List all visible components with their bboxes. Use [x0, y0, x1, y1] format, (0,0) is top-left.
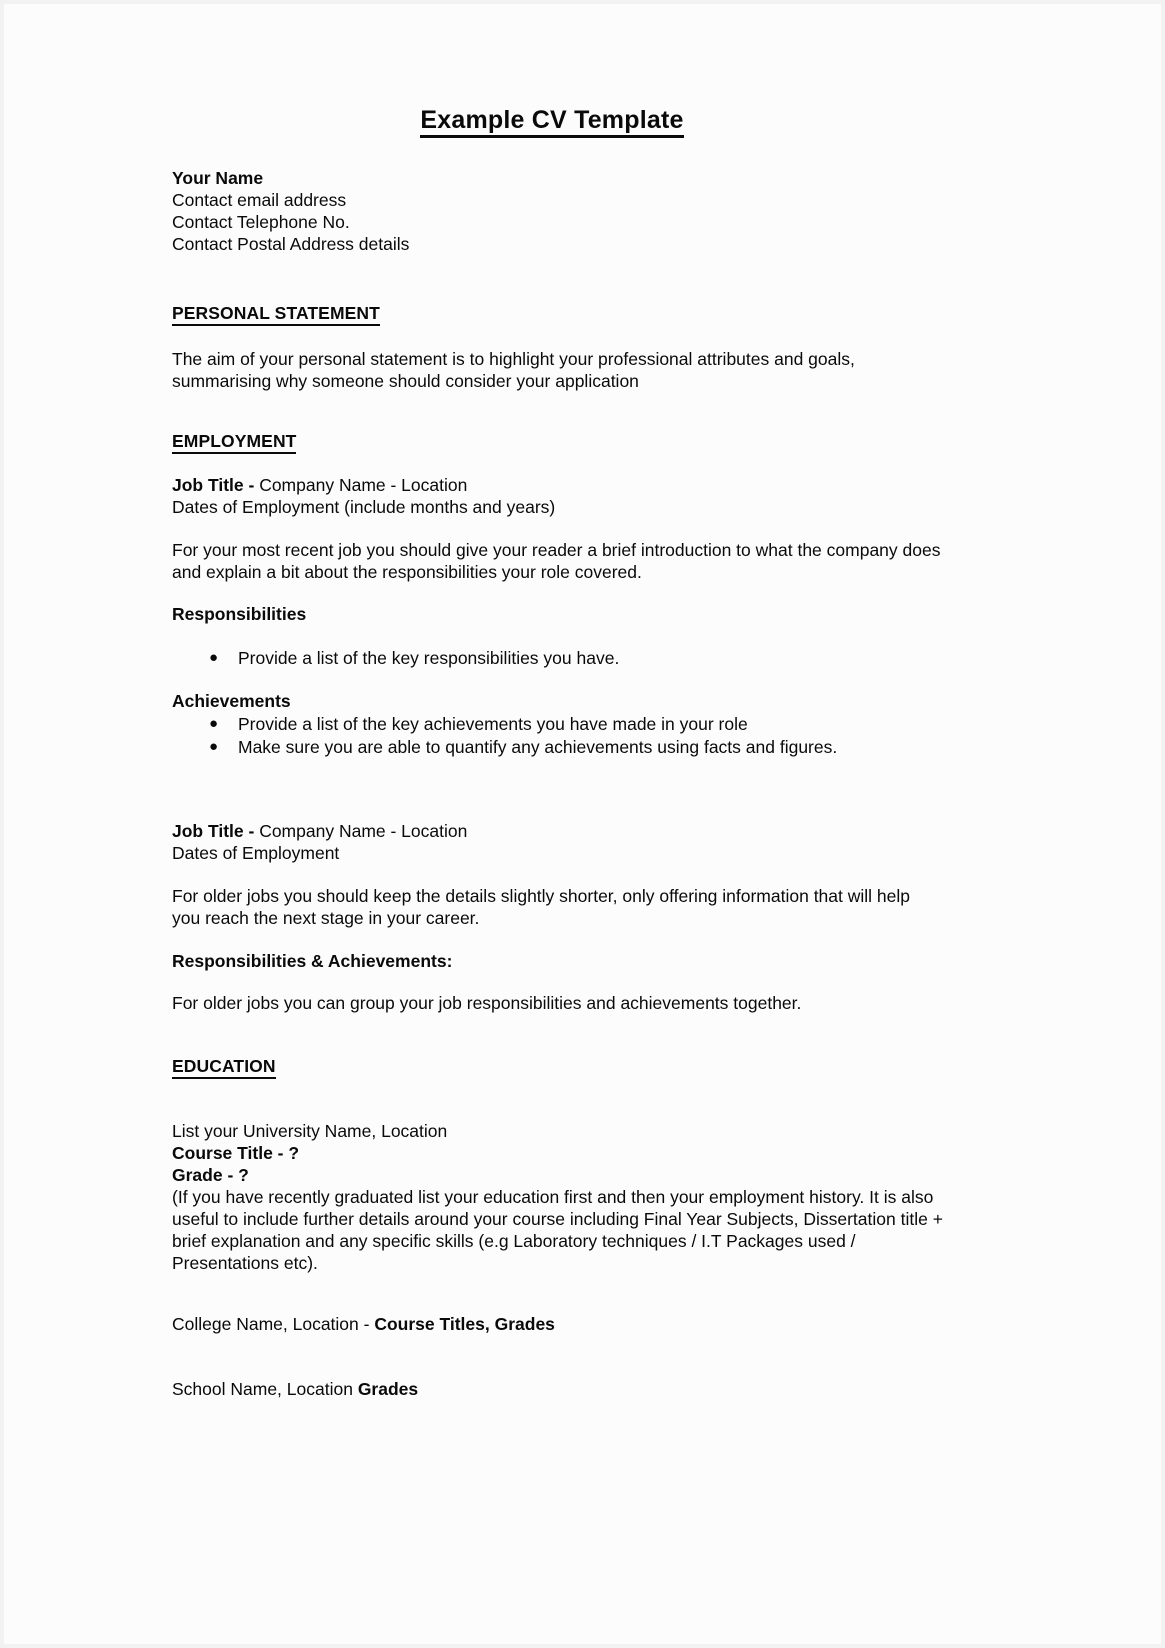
- job-entry-2: [172, 820, 962, 1014]
- job1-responsibilities-heading: Responsibilities: [172, 604, 307, 624]
- job2-combined-heading: Responsibilities & Achievements:: [172, 951, 453, 971]
- college-line: [172, 1313, 962, 1335]
- contact-postal-address: Contact Postal Address details: [172, 234, 410, 254]
- bullet-icon: ●: [209, 649, 219, 666]
- school-entry: [172, 1378, 962, 1400]
- bullet-icon: ●: [209, 715, 219, 732]
- job1-title-line: [172, 474, 962, 496]
- contact-telephone: Contact Telephone No.: [172, 212, 350, 232]
- candidate-name: Your Name: [172, 168, 264, 188]
- section-heading-education: EDUCATION: [172, 1055, 276, 1079]
- page-title-text: Example CV Template: [420, 106, 683, 138]
- course-title-line: Course Title - ?: [172, 1143, 300, 1163]
- job1-title-label: Job Title -: [172, 475, 255, 495]
- list-item: [172, 713, 962, 736]
- job2-combined-body: For older jobs you can group your job responsibilities and achievements together.: [172, 993, 802, 1013]
- education-note: (If you have recently graduated list your education first and then your employment history. It is also useful to include further details around your course including Final Year Subjects, Dissertation title + brief explanation and any specific skills (e.g Laboratory techniques / I.T Packages used / Presentations etc).: [172, 1187, 948, 1273]
- contact-block: [172, 167, 962, 255]
- college-entry: [172, 1313, 962, 1335]
- job2-title-line: [172, 820, 962, 842]
- job2-dates: Dates of Employment: [172, 843, 340, 863]
- job1-achievements-heading: Achievements: [172, 691, 291, 711]
- job2-title-label: Job Title -: [172, 821, 255, 841]
- grade-line: Grade - ?: [172, 1165, 249, 1185]
- university-line: List your University Name, Location: [172, 1121, 448, 1141]
- list-item: [172, 647, 962, 670]
- bullet-icon: ●: [209, 738, 219, 755]
- education-section: [172, 1055, 962, 1079]
- job1-achievements-list: [172, 713, 962, 759]
- personal-statement-body: The aim of your personal statement is to highlight your professional attributes and goals, summarising why someone should consider your application: [172, 349, 860, 391]
- job2-company-location: Company Name - Location: [254, 821, 468, 841]
- education-details: [172, 1120, 962, 1274]
- college-name-location: College Name, Location -: [172, 1314, 375, 1334]
- employment-section: [172, 430, 962, 454]
- list-item-text: Provide a list of the key responsibilities you have.: [238, 648, 620, 668]
- document-page: [4, 4, 1161, 1644]
- personal-statement-section: [172, 302, 962, 392]
- list-item: [172, 736, 962, 759]
- list-item-text: Make sure you are able to quantify any achievements using facts and figures.: [238, 737, 838, 757]
- school-grades: Grades: [357, 1379, 419, 1399]
- section-heading-employment: EMPLOYMENT: [172, 430, 296, 454]
- personal-statement-heading-wrap: [172, 302, 962, 326]
- school-name-location: School Name, Location: [172, 1379, 358, 1399]
- job1-dates: Dates of Employment (include months and years): [172, 497, 556, 517]
- employment-heading-wrap: [172, 430, 962, 454]
- page-title: [172, 106, 932, 134]
- education-heading-wrap: [172, 1055, 962, 1079]
- job2-intro: For older jobs you should keep the details slightly shorter, only offering information that will help you reach the next stage in your career.: [172, 886, 915, 928]
- job-entry-1: [172, 474, 962, 759]
- college-courses-grades: Course Titles, Grades: [374, 1314, 555, 1334]
- list-item-text: Provide a list of the key achievements you have made in your role: [238, 714, 748, 734]
- job1-company-location: Company Name - Location: [254, 475, 468, 495]
- job1-intro: For your most recent job you should give your reader a brief introduction to what the company does and explain a bit about the responsibilities your role covered.: [172, 540, 946, 582]
- section-heading-personal-statement: PERSONAL STATEMENT: [172, 302, 380, 326]
- school-line: [172, 1378, 962, 1400]
- job1-responsibilities-list: [172, 647, 962, 670]
- contact-email: Contact email address: [172, 190, 347, 210]
